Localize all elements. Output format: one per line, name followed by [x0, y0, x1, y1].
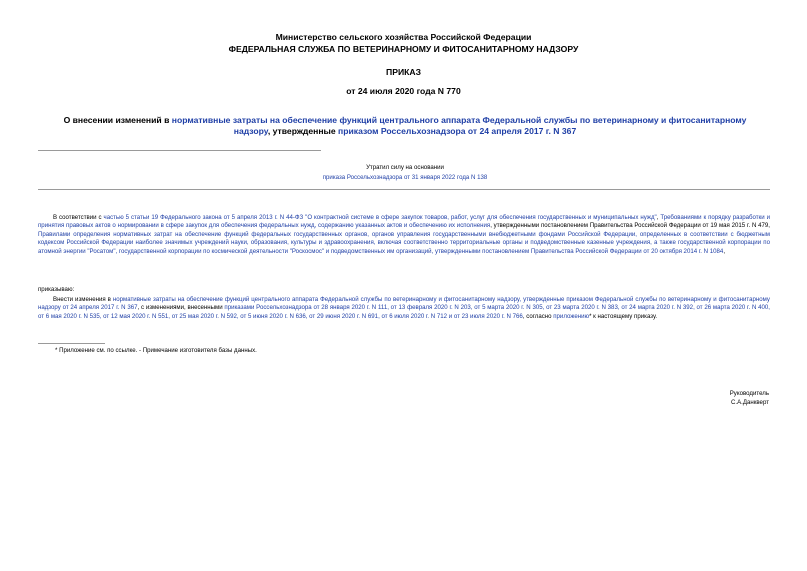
preamble-text-b: ,: [656, 214, 661, 221]
document-type: ПРИКАЗ: [386, 67, 421, 77]
title-prefix: О внесении изменений в: [63, 115, 172, 125]
document-date: от 24 июля 2020 года N 770: [346, 86, 461, 96]
main-text-a: Внести изменения в: [53, 296, 113, 303]
footnote: * Приложение см. по ссылке. - Примечание изготовителя базы данных.: [55, 347, 257, 354]
link-appendix[interactable]: приложению: [553, 312, 590, 320]
order-word: приказываю:: [38, 286, 75, 293]
link-amending-orders[interactable]: приказами Россельхознадзора от 28 января 2020 г. N 111, от 13 февраля 2020 г. N 203, от 5 марта 2020 г. N 305, от 23 марта 2020 г. N 383, от 24 марта 2020 г. N 392, от 26 марта 2020 г. N 400, от 6 мая 2020 г. N 535, от 12 мая 2020 г. N 551, от 25 мая 2020 г. N 592, от 5 июня 2020 г. N 636, от 29 июня 2020 г. N 691, от 6 июля 2020 г. N 712 и от 23 июля 2020 г. N 766: [38, 304, 770, 320]
link-norms-367[interactable]: нормативные затраты на обеспечение функций центрального аппарата Федеральной службы по ветеринарному и фитосанитарному надзору, утвержденные приказом Федеральной службы по ветеринарному и фитосанитарному надзору от 24 апреля 2017 г. N 367: [38, 296, 770, 312]
title-link-order-367[interactable]: приказом Россельхознадзора от 24 апреля 2017 г. N 367: [338, 126, 577, 136]
main-paragraph: [38, 296, 770, 321]
link-requirements[interactable]: Требованиями к порядку разработки и принятия правовых актов о нормировании в сфере закупок для обеспечения федеральных нужд, содержанию указанных актов и обеспечению их исполнения: [38, 214, 770, 230]
preamble-text-a: В соответствии с: [53, 214, 104, 221]
document-title: [55, 115, 755, 137]
preamble-text-d: ,: [723, 247, 726, 255]
preamble-paragraph: [38, 214, 770, 256]
agency-name: ФЕДЕРАЛЬНАЯ СЛУЖБА ПО ВЕТЕРИНАРНОМУ И ФИТОСАНИТАРНОМУ НАДЗОРУ: [228, 44, 579, 54]
separator-long: [38, 189, 770, 190]
status-link-order-138[interactable]: приказа Россельхознадзора от 31 января 2022 года N 138: [322, 174, 488, 181]
separator-short: [38, 150, 321, 151]
footnote-rule: [38, 343, 105, 344]
title-link-norms[interactable]: нормативные затраты на обеспечение функций центрального аппарата Федеральной службы по ветеринарному и фитосанитарному надзору: [171, 115, 747, 136]
link-law-44fz[interactable]: частью 5 статьи 19 Федерального закона от 5 апреля 2013 г. N 44-ФЗ "О контрактной системе в сфере закупок товаров, работ, услуг для обеспечения государственных и муниципальных нужд": [103, 214, 657, 221]
main-text-c: , согласно: [522, 312, 554, 320]
link-rules-1084[interactable]: Правилами определения нормативных затрат на обеспечение функций федеральных государственных органов, органов управления государственными внебюджетными фондами Российской Федерации, определенных в соответствии с бюджетным кодексом Российской Федерации наиболее значимых учреждений науки, образования, культуры и здравоохранения, включая соответственно территориальные органы и подведомственные казенные учреждения, а также государственной корпорации по атомной энергии "Росатом", государственной корпорации по космической деятельности "Роскосмос" и подведомственных им организаций, утвержденными постановлением Правительства Российской Федерации от 20 октября 2014 г. N 1084: [38, 230, 770, 255]
signature-role: Руководитель: [729, 390, 769, 397]
ministry-name: Министерство сельского хозяйства Российской Федерации: [275, 32, 532, 42]
title-middle: , утвержденные: [267, 126, 339, 136]
preamble-text-c: , утвержденными постановлением Правительства Российской Федерации от 19 мая 2015 г. N 479,: [490, 222, 770, 230]
status-line-1: Утратил силу на основании: [366, 164, 444, 171]
main-text-b: , с изменениями, внесенными: [137, 304, 225, 312]
main-text-d: * к настоящему приказу.: [589, 312, 658, 320]
signature-name: С.А.Данкверт: [730, 399, 769, 406]
